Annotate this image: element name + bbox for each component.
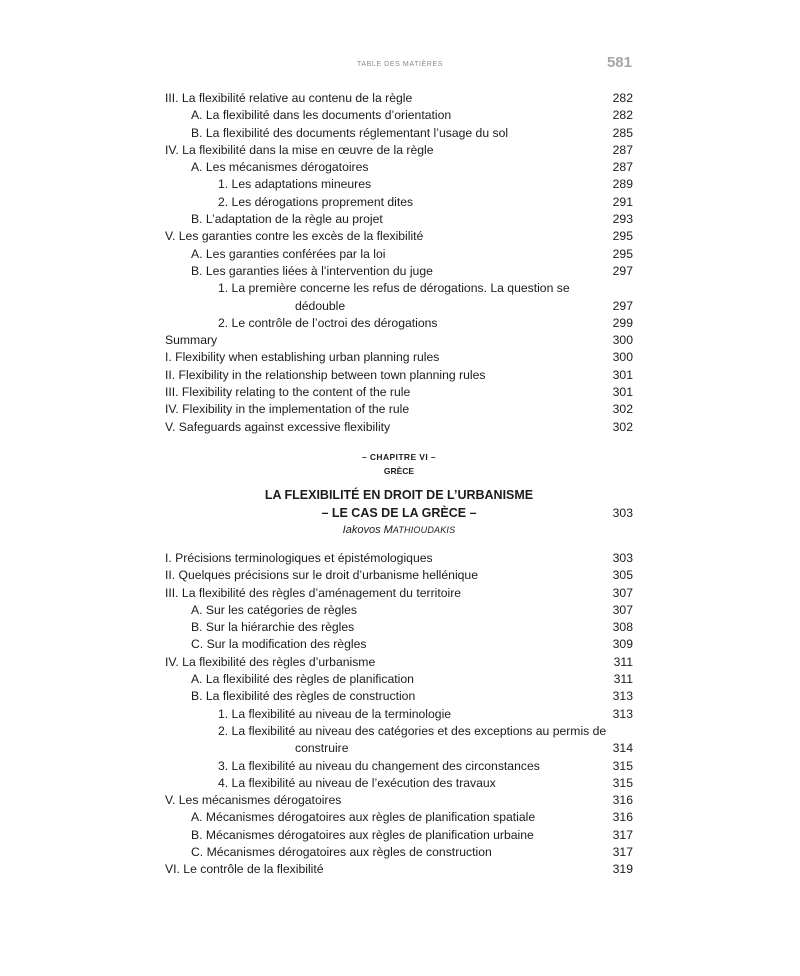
toc-entry-text: 1. Les adaptations mineures: [218, 177, 372, 192]
toc-entry: [165, 602, 633, 619]
toc-entry: [165, 758, 633, 775]
toc-entry: [165, 142, 633, 159]
toc-entry-page: 303: [612, 550, 633, 565]
toc-entry-page: 302: [612, 402, 633, 417]
toc-entry-text-continued: construire: [295, 741, 349, 756]
toc-entry-text: V. Safeguards against excessive flexibility: [165, 419, 391, 434]
toc-entry-text: 1. La première concerne les refus de dérogations. La question se: [218, 281, 570, 296]
toc-entry: [165, 246, 633, 263]
toc-entry: [165, 107, 633, 124]
toc-entry: [165, 194, 633, 211]
toc-entry-page: 307: [612, 602, 633, 617]
toc-entry-text: V. Les garanties contre les excès de la flexibilité: [165, 229, 424, 244]
toc-entry: [165, 367, 633, 384]
toc-entry-text: A. Les mécanismes dérogatoires: [191, 160, 369, 175]
toc-entry-text: C. Mécanismes dérogatoires aux règles de construction: [191, 844, 492, 859]
toc-entry-page: 309: [612, 637, 633, 652]
toc-entry: [165, 861, 633, 878]
toc-entry: [165, 384, 633, 401]
toc-entry-text: VI. Le contrôle de la flexibilité: [165, 862, 324, 877]
toc-entry-text: 1. La flexibilité au niveau de la terminologie: [218, 706, 452, 721]
toc-entry-page: 317: [612, 827, 633, 842]
page-number: 581: [606, 54, 632, 71]
toc-entry-page: 300: [612, 333, 633, 348]
toc-entry-text: B. Les garanties liées à l’intervention du juge: [191, 263, 433, 278]
toc-entry-page: 308: [612, 620, 633, 635]
toc-entry-text: A. Sur les catégories de règles: [191, 602, 357, 617]
toc-entry: [165, 792, 633, 809]
toc-entry-text: IV. Flexibility in the implementation of the rule: [165, 402, 410, 417]
toc-entry-page: 282: [612, 108, 633, 123]
author-first-name: Iakovos: [342, 523, 384, 536]
toc-entry-text: V. Les mécanismes dérogatoires: [165, 793, 342, 808]
toc-section-before: [165, 90, 633, 436]
toc-entry: [165, 419, 633, 436]
toc-entry-page: 293: [612, 212, 633, 227]
toc-entry-text: IV. La flexibilité dans la mise en œuvre de la règle: [165, 142, 434, 157]
toc-entry: [165, 228, 633, 245]
toc-entry: [165, 585, 633, 602]
toc-entry-page: 316: [612, 810, 633, 825]
toc-entry-text: 2. La flexibilité au niveau des catégories et des exceptions au permis de: [218, 723, 607, 738]
toc-entry: [165, 349, 633, 366]
toc-entry: [165, 654, 633, 671]
toc-entry-page: 285: [612, 125, 633, 140]
chapter-title-line1: LA FLEXIBILITÉ EN DROIT DE L’URBANISME: [264, 487, 534, 502]
toc-entry: [165, 211, 633, 228]
toc-entry-page: 291: [612, 194, 633, 209]
toc-entry-text: A. La flexibilité des règles de planification: [191, 672, 414, 687]
toc-entry-page: 316: [612, 793, 633, 808]
toc-entry-text: A. Mécanismes dérogatoires aux règles de planification spatiale: [191, 810, 536, 825]
chapter-heading: [165, 450, 633, 538]
toc-entry-page: 295: [612, 246, 633, 261]
toc-entry-text: C. Sur la modification des règles: [191, 637, 367, 652]
toc-entry: [165, 263, 633, 280]
toc-entry: [165, 844, 633, 861]
toc-entry: [165, 176, 633, 193]
toc-entry: [165, 723, 633, 758]
running-header: [0, 54, 800, 82]
chapter-page: 303: [612, 505, 633, 520]
toc-entry: [165, 280, 633, 315]
toc-entry-text: B. La flexibilité des documents réglementant l’usage du sol: [191, 125, 509, 140]
toc-entry-text: II. Quelques précisions sur le droit d’urbanisme hellénique: [165, 568, 478, 583]
toc-entry-text: 4. La flexibilité au niveau de l’exécution des travaux: [218, 775, 496, 790]
toc-entry-page: 313: [612, 689, 633, 704]
toc-entry-page: 311: [613, 654, 633, 669]
toc-entry: [165, 567, 633, 584]
toc-entry-page: 315: [612, 758, 633, 773]
toc-entry: [165, 706, 633, 723]
toc-entry: [165, 671, 633, 688]
toc-entry: [165, 125, 633, 142]
toc-section-after: [165, 550, 633, 879]
toc-entry: [165, 90, 633, 107]
toc-entry-page: 299: [612, 315, 633, 330]
toc-entry-text: III. La flexibilité des règles d’aménagement du territoire: [165, 585, 462, 600]
toc-entry-text: IV. La flexibilité des règles d’urbanisme: [165, 654, 376, 669]
toc-entry-page: 315: [612, 775, 633, 790]
toc-entry-text: I. Précisions terminologiques et épistémologiques: [165, 550, 433, 565]
toc-entry-page: 287: [612, 160, 633, 175]
toc-entry-page: 301: [612, 367, 633, 382]
running-title: TABLE DES MATIÈRES: [356, 61, 443, 68]
toc-entry: [165, 809, 633, 826]
toc-entry-text: B. L’adaptation de la règle au projet: [191, 212, 383, 227]
chapter-country: GRÈCE: [383, 465, 415, 476]
chapter-number: – CHAPITRE VI –: [361, 451, 437, 462]
toc-entry-text: III. Flexibility relating to the content of the rule: [165, 385, 411, 400]
toc-entry-page: 305: [612, 568, 633, 583]
toc-entry-text-continued: dédouble: [295, 298, 346, 313]
toc-entry-page: 307: [612, 585, 633, 600]
toc-entry-page: 317: [612, 844, 633, 859]
toc-entry-text: B. La flexibilité des règles de construction: [191, 689, 416, 704]
toc-entry-page: 311: [613, 672, 633, 687]
toc-entry-page: 314: [612, 741, 633, 756]
toc-entry-page: 300: [612, 350, 633, 365]
toc-entry-text: A. La flexibilité dans les documents d’orientation: [191, 108, 452, 123]
toc-entry-page: 287: [612, 142, 633, 157]
toc-entry: [165, 636, 633, 653]
toc-entry-text: B. Sur la hiérarchie des règles: [191, 620, 355, 635]
toc-entry-page: 301: [612, 385, 633, 400]
toc-entry: [165, 619, 633, 636]
toc-entry-page: 297: [612, 298, 633, 313]
toc-entry-text: 2. Les dérogations proprement dites: [218, 194, 414, 209]
toc-entry: [165, 332, 633, 349]
chapter-title-line2-row: [165, 504, 633, 522]
toc-entry-text: 2. Le contrôle de l’octroi des dérogations: [218, 315, 438, 330]
toc-entry: [165, 401, 633, 418]
author-last-initial: M: [383, 523, 393, 536]
toc-entry: [165, 315, 633, 332]
toc-entry-text: I. Flexibility when establishing urban planning rules: [165, 350, 440, 365]
toc-entry-page: 289: [612, 177, 633, 192]
author-last-rest: ATHIOUDAKIS: [392, 524, 456, 535]
toc-entry-text: III. La flexibilité relative au contenu de la règle: [165, 91, 413, 105]
toc-entry-text: 3. La flexibilité au niveau du changement des circonstances: [218, 758, 540, 773]
toc-entry: [165, 827, 633, 844]
toc-entry-page: 297: [612, 263, 633, 278]
chapter-author: [165, 522, 633, 538]
toc-entry: [165, 159, 633, 176]
toc-entry-text: Summary: [165, 333, 218, 348]
table-of-contents: [165, 90, 633, 879]
toc-entry-page: 282: [612, 91, 633, 105]
toc-entry-text: A. Les garanties conférées par la loi: [191, 246, 386, 261]
toc-entry-page: 319: [612, 862, 633, 877]
toc-entry: [165, 775, 633, 792]
toc-entry-page: 302: [612, 419, 633, 434]
toc-entry-page: 295: [612, 229, 633, 244]
chapter-title-line2: – LE CAS DE LA GRÈCE –: [321, 505, 477, 520]
toc-entry-page: 313: [612, 706, 633, 721]
toc-entry: [165, 550, 633, 567]
toc-entry: [165, 688, 633, 705]
toc-entry-text: II. Flexibility in the relationship between town planning rules: [165, 367, 486, 382]
toc-entry-text: B. Mécanismes dérogatoires aux règles de planification urbaine: [191, 827, 534, 842]
